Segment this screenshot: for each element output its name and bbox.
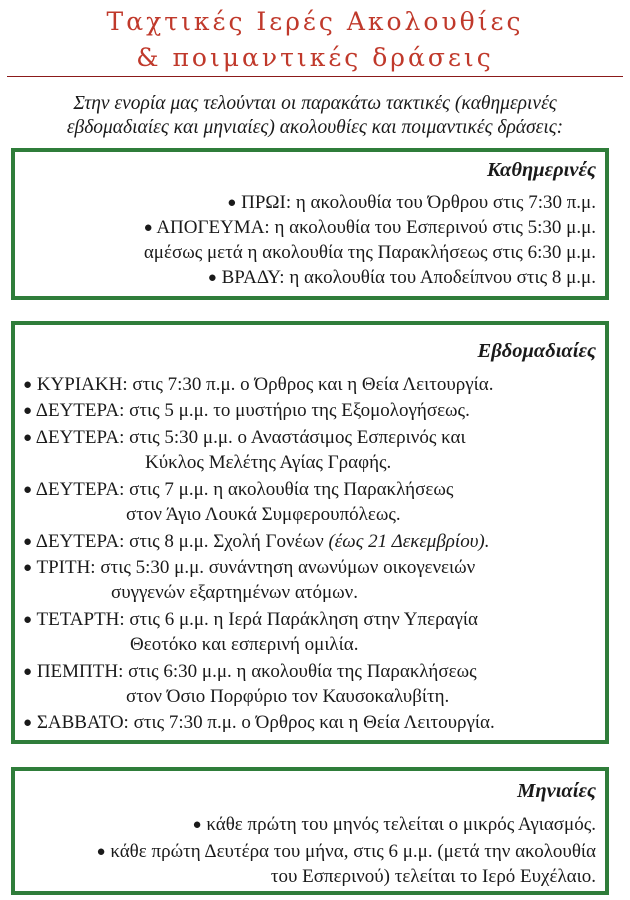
monthly-services-box [11,767,609,895]
weekly-wednesday-cont: Θεοτόκο και εσπερινή ομιλία. [130,634,359,655]
intro-line1: Στην ενορία μας τελούνται οι παρακάτω τακτικές (καθημερινές [73,93,557,114]
weekly-tuesday-cont: συγγενών εξαρτημένων ατόμων. [111,582,359,603]
bullet-icon: ● [23,377,33,393]
weekly-monday-parents-text: ΔΕΥΤΕΡΑ: στις 8 μ.μ. Σχολή Γονέων [35,531,324,552]
weekly-services-box [11,321,609,744]
weekly-monday-vespers-cont: Κύκλος Μελέτης Αγίας Γραφής. [145,452,392,473]
weekly-tuesday [23,558,475,577]
weekly-monday-vespers [23,428,466,447]
daily-morning-text: ΠΡΩΙ: η ακολουθία του Όρθρου στις 7:30 π.μ. [241,192,596,213]
weekly-monday-parents [23,532,490,551]
weekly-wednesday [23,610,478,629]
bullet-icon: ● [23,664,33,680]
monthly-blessing [193,815,596,834]
bullet-icon: ● [23,612,33,628]
monthly-unction [97,842,597,861]
monthly-blessing-text: κάθε πρώτη του μηνός τελείται ο μικρός Αγιασμός. [206,814,596,835]
weekly-monday-confession-text: ΔΕΥΤΕΡΑ: στις 5 μ.μ. το μυστήριο της Εξομολογήσεως. [35,400,470,421]
weekly-title: Εβδομαδιαίες [477,340,596,362]
bullet-icon: ● [143,220,153,236]
weekly-sunday-text: ΚΥΡΙΑΚΗ: στις 7:30 π.μ. ο Όρθρος και η Θεία Λειτουργία. [36,374,494,395]
weekly-monday-paraklesis-cont: στον Άγιο Λουκά Συμφερουπόλεως. [126,504,401,525]
weekly-thursday-text: ΠΕΜΠΤΗ: στις 6:30 μ.μ. η ακολουθία της Παρακλήσεως [36,661,477,682]
bullet-icon: ● [23,430,33,446]
bullet-icon: ● [23,534,33,550]
daily-afternoon [144,218,596,237]
bullet-icon: ● [227,195,237,211]
title-divider [7,76,623,77]
daily-afternoon-cont: αμέσως μετά η ακολουθία της Παρακλήσεως στις 6:30 μ.μ. [143,242,596,263]
intro-line2: εβδομαδιαίες και μηνιαίες) ακολουθίες και ποιμαντικές δράσεις: [66,117,564,138]
page-title-line2: & ποιμαντικές δράσεις [136,43,494,72]
monthly-unction-text: κάθε πρώτη Δευτέρα του μήνα, στις 6 μ.μ. (μετά την ακολουθία [110,841,596,862]
weekly-thursday-cont: στον Όσιο Πορφύριο τον Καυσοκαλυβίτη. [126,686,450,707]
monthly-title: Μηνιαίες [517,780,596,802]
daily-evening-text: ΒΡΑΔΥ: η ακολουθία του Αποδείπνου στις 8 μ.μ. [221,267,596,288]
weekly-tuesday-text: ΤΡΙΤΗ: στις 5:30 μ.μ. συνάντηση ανωνύμων οικογενειών [36,557,476,578]
page-title-line1: Ταχτικές Ιερές Ακολουθίες [106,7,524,36]
bullet-icon: ● [23,560,33,576]
bullet-icon: ● [207,270,217,286]
bullet-icon: ● [192,817,202,833]
monthly-unction-cont: του Εσπερινού) τελείται το Ιερό Ευχέλαιο. [270,866,596,887]
bullet-icon: ● [96,844,106,860]
weekly-monday-parents-note: (έως 21 Δεκεμβρίου). [328,531,490,552]
bullet-icon: ● [23,482,33,498]
weekly-monday-confession [23,401,470,420]
daily-afternoon-text: ΑΠΟΓΕΥΜΑ: η ακολουθία του Εσπερινού στις 5:30 μ.μ. [156,217,596,238]
weekly-wednesday-text: ΤΕΤΑΡΤΗ: στις 6 μ.μ. η Ιερά Παράκληση στην Υπεραγία [36,609,478,630]
bullet-icon: ● [23,403,33,419]
weekly-monday-vespers-text: ΔΕΥΤΕΡΑ: στις 5:30 μ.μ. ο Αναστάσιμος Εσπερινός και [35,427,466,448]
daily-services-box [11,148,609,300]
bullet-icon: ● [23,715,33,731]
weekly-monday-paraklesis [23,480,453,499]
daily-title: Καθημερινές [487,159,596,181]
weekly-monday-paraklesis-text: ΔΕΥΤΕΡΑ: στις 7 μ.μ. η ακολουθία της Παρακλήσεως [35,479,454,500]
daily-morning [227,193,596,212]
weekly-saturday [23,713,495,732]
weekly-saturday-text: ΣΑΒΒΑΤΟ: στις 7:30 π.μ. ο Όρθρος και η Θεία Λειτουργία. [36,712,495,733]
weekly-sunday [23,375,493,394]
daily-evening [208,268,596,287]
weekly-thursday [23,662,477,681]
